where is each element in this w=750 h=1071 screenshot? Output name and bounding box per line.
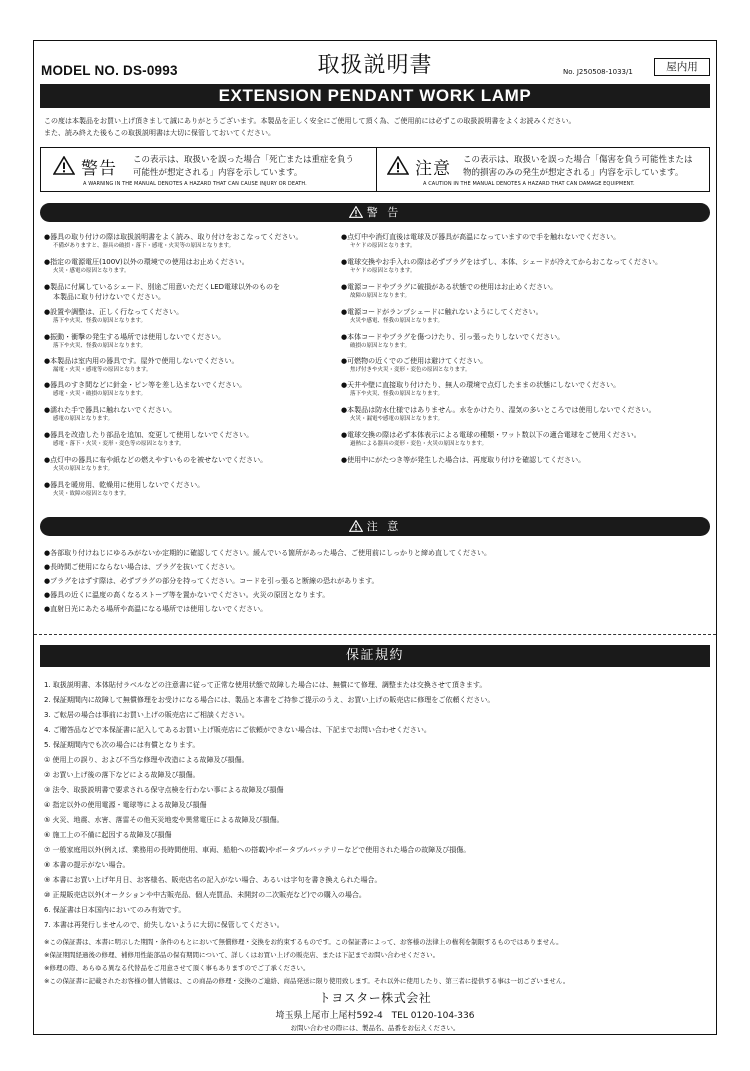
caution-item: ●直射日光にあたる場所や高温になる場所では使用しないでください。 <box>44 605 268 613</box>
model-number: MODEL NO. DS-0993 <box>41 63 178 78</box>
warranty-line: 5. 保証期間内でも次の場合には有償となります。 <box>44 741 200 749</box>
warning-item: ●器具の取り付けの際は取扱説明書をよく読み、取り付けをおこなってください。 不備がありますと、器具の破損・落下・感電・火災等の原因となります。 <box>44 233 303 249</box>
warning-item: ●本製品は室内用の器具です。屋外で使用しないでください。 漏電・火災・感電等の原因となります。 <box>44 357 239 373</box>
warning-triangle-icon <box>349 206 363 218</box>
warning-item: ●電源コードがランプシェードに触れないようにしてください。 火災や感電、怪我の原因となります。 <box>341 308 543 324</box>
hazard-divider <box>376 148 377 191</box>
document-number: No. J250508-1033/1 <box>563 68 633 76</box>
warning-item: ●使用中にがたつき等が発生した場合は、再度取り付けを確認してください。 <box>341 456 586 464</box>
cut-line-divider <box>34 634 716 635</box>
intro-line-2: また、読み終えた後もこの取扱説明書は大切に保管しておいてください。 <box>44 129 275 137</box>
caution-section-title: 注 意 <box>366 520 402 533</box>
warranty-line: ② お買い上げ後の落下などによる故障及び損傷。 <box>44 771 200 779</box>
warranty-line: 3. ご転居の場合は事前にお買い上げの販売店にご相談ください。 <box>44 711 249 719</box>
warranty-line: ⑤ 火災、地震、水害、落雷その他天災地変や異常電圧による故障及び損傷。 <box>44 816 284 824</box>
warranty-note: ※この保証書に記載されたお客様の個人情報は、この商品の修理・交換のご連絡、商品発送に限り使用致します。それ以外に使用したり、第三者に提供する事は一切ございません。 <box>44 977 570 985</box>
warning-triangle-icon <box>53 156 75 175</box>
warranty-note: ※この保証書は、本書に明示した期間・条件のもとにおいて無償修理・交換をお約束するものです。この保証書によって、お客様の法律上の権利を制限するものではありません。 <box>44 938 563 946</box>
document-title: 取扱説明書 <box>317 53 433 78</box>
caution-item: ●器具の近くに温度の高くなるストーブ等を置かないでください。火災の原因となります。 <box>44 591 330 599</box>
warning-item: ●電源コードやプラグに破損がある状態での使用はお止めください。 故障の原因となります。 <box>341 283 558 299</box>
caution-label: 注意 <box>415 159 451 179</box>
warranty-line: ⑦ 一般家庭用以外(例えば、業務用の長時間使用、車両、船舶への搭載)やポータブルバッテリーなどで使用された場合の故障及び損傷。 <box>44 846 471 854</box>
indoor-use-badge: 屋内用 <box>654 58 710 76</box>
company-address: 埼玉県上尾市上尾村592-4 TEL 0120-104-336 <box>275 1011 475 1021</box>
caution-item: ●長時間ご使用にならない場合は、プラグを抜いてください。 <box>44 563 240 571</box>
hazard-legend-box <box>40 147 710 192</box>
caution-triangle-icon <box>387 156 409 175</box>
warranty-line: ⑥ 施工上の不備に起因する故障及び損傷 <box>44 831 172 839</box>
warranty-line: ③ 法令、取扱説明書で要求される保守点検を行わない事による故障及び損傷 <box>44 786 284 794</box>
warranty-title: 保証規約 <box>40 645 710 667</box>
caution-item: ●各部取り付けねじにゆるみがないか定期的に確認してください。緩んでいる箇所があった場合、ご使用前にしっかりと締め直してください。 <box>44 549 492 557</box>
warranty-line: ⑩ 正規販売店以外(オークションや中古販売品、個人売買品、未開封の二次販売など)での購入の場合。 <box>44 891 366 899</box>
warning-item: ●電球交換やお手入れの際は必ずプラグをはずし、本体、シェードが冷えてからおこなってください。 ヤケドの原因となります。 <box>341 258 662 274</box>
caution-english-note: A CAUTION IN THE MANUAL DENOTES A HAZARD THAT CAN DAMAGE EQUIPMENT. <box>423 181 635 187</box>
warranty-line: 4. ご贈答品などで本保証書に記入してあるお買い上げ販売店にご依頼ができない場合は、下記までお問い合わせください。 <box>44 726 431 734</box>
inquiry-note: お問い合わせの際には、製品名、品番をお伝えください。 <box>290 1024 460 1032</box>
caution-triangle-icon <box>349 520 363 532</box>
warranty-note: ※修理の際、あらゆる異なる代替品をご用意させて頂く事もありますのでご了承ください。 <box>44 964 310 972</box>
warning-item: ●設置や調整は、正しく行なってください。 落下や火災、怪我の原因となります。 <box>44 308 184 324</box>
warning-item: ●点灯中の器具に布や紙などの燃えやすいものを被せないでください。 火災の原因となります。 <box>44 456 268 472</box>
warranty-line: 2. 保証期間内に故障して無償修理をお受けになる場合には、製品と本書をご持参ご提示のうえ、お買い上げの販売店に修理をご依頼ください。 <box>44 696 495 704</box>
caution-description: この表示は、取扱いを誤った場合「傷害を負う可能性または 物的損害のみの発生が想定される」内容を示しています。 <box>463 155 693 178</box>
warning-item: ●天井や壁に直接取り付けたり、無人の環境で点灯したままの状態にしないでください。 落下や火災、怪我の原因となります。 <box>341 381 621 397</box>
product-name-banner: EXTENSION PENDANT WORK LAMP <box>40 84 710 108</box>
warranty-line: ⑨ 本書にお買い上げ年月日、お客様名、販売店名の記入がない場合、あるいは字句を書き換えられた場合。 <box>44 876 382 884</box>
warranty-line: ④ 指定以外の使用電源・電球等による故障及び損傷 <box>44 801 207 809</box>
warning-item: ●振動・衝撃の発生する場所では使用しないでください。 落下や火災、怪我の原因となります。 <box>44 333 226 349</box>
warning-item: ●器具を改造したり部品を追加、変更して使用しないでください。 感電・落下・火災・変形・変色等の原因となります。 <box>44 431 254 447</box>
warning-item: ●電球交換の際は必ず本体表示による電球の種類・ワット数以下の適合電球をご使用ください。 過熱による器具の変形・変色・火災の原因となります。 <box>341 431 641 447</box>
warning-item: ●器具を暖房用、乾燥用に使用しないでください。 火災・故障の原因となります。 <box>44 481 205 497</box>
company-name: トヨスター株式会社 <box>318 991 432 1005</box>
warning-item: ●製品に付属しているシェード、別途ご用意いただくLED電球以外のものを 本製品に取り付けないでください。 <box>44 283 281 301</box>
warranty-line: ⑧ 本書の提示がない場合。 <box>44 861 130 869</box>
warning-item: ●点灯中や消灯直後は電球及び器具が高温になっていますので手を触れないでください。 ヤケドの原因となります。 <box>341 233 621 249</box>
warning-item: ●可燃物の近くでのご使用は避けてください。 焦げ付きや火災・変形・変色の原因となります。 <box>341 357 488 373</box>
caution-item: ●プラグをはずす際は、必ずプラグの部分を持ってください。コードを引っ張ると断線の恐れがあります。 <box>44 577 379 585</box>
intro-line-1: この度は本製品をお買い上げ頂きまして誠にありがとうございます。本製品を正しく安全にご使用して頂く為、ご使用前には必ずこの取扱説明書をよくお読みください。 <box>44 117 576 125</box>
warning-section-title: 警 告 <box>366 206 402 219</box>
warranty-note: ※保証期間経過後の修理、補修用性能部品の保有期間について、詳しくはお買い上げの販売店、または下記までお問い合わせください。 <box>44 951 440 959</box>
warning-item: ●本製品は防水仕様ではありません。水をかけたり、湿気の多いところでは使用しないでください。 火災・漏電や感電の原因となります。 <box>341 406 656 422</box>
warning-section-header <box>40 203 710 222</box>
warning-item: ●指定の電源電圧(100V)以外の環境での使用はお止めください。 火災・感電の原因となります。 <box>44 258 249 274</box>
warranty-line: 7. 本書は再発行しませんので、紛失しないように大切に保管してください。 <box>44 921 284 929</box>
warranty-line: 6. 保証書は日本国内においてのみ有効です。 <box>44 906 186 914</box>
warning-description: この表示は、取扱いを誤った場合「死亡または重症を負う 可能性が想定される」内容を示しています。 <box>133 155 355 178</box>
caution-section-header <box>40 517 710 536</box>
warranty-line: 1. 取扱説明書、本体貼付ラベルなどの注意書に従って正常な使用状態で故障した場合には、無償にて修理、調整または交換させて頂きます。 <box>44 681 487 689</box>
warranty-line: ① 使用上の誤り、および不当な修理や改造による故障及び損傷。 <box>44 756 249 764</box>
warning-item: ●器具のすき間などに針金・ピン等を差し込まないでください。 感電・火災・破損の原因となります。 <box>44 381 247 397</box>
warning-item: ●本体コードやプラグを傷つけたり、引っ張ったりしないでください。 破損の原因となります。 <box>341 333 565 349</box>
warning-item: ●濡れた手で器具に触れないでください。 感電の原因となります。 <box>44 406 177 422</box>
warning-label: 警告 <box>81 159 117 179</box>
warning-english-note: A WARNING IN THE MANUAL DENOTES A HAZARD THAT CAN CAUSE INJURY OR DEATH. <box>83 181 307 187</box>
